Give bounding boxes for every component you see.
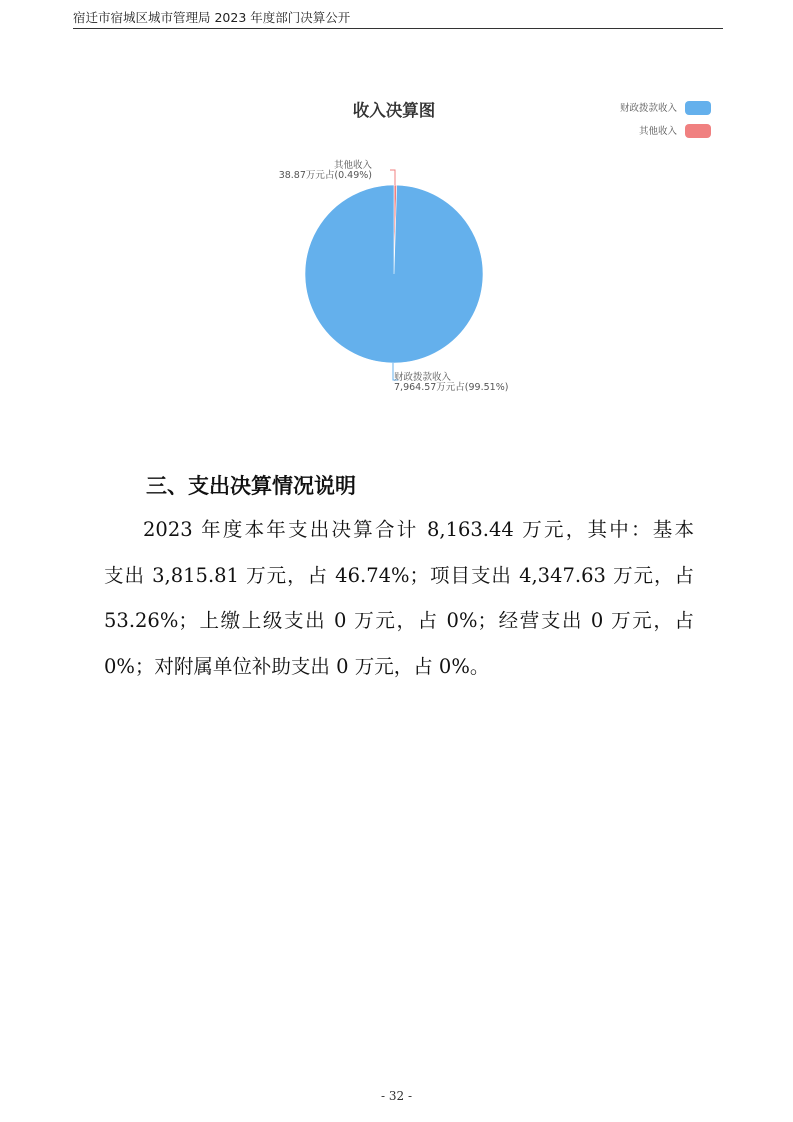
leader-line-other-income xyxy=(390,170,395,185)
slice-label-name: 财政拨款收入 xyxy=(394,372,452,383)
income-pie-chart xyxy=(260,88,720,408)
header-divider xyxy=(73,28,723,29)
paragraph-line: 2023 年度本年支出决算合计 8,163.44 万元，其中：基本 xyxy=(143,518,694,541)
pie-slice-fiscal-appropriation xyxy=(305,185,483,363)
slice-label-value: 38.87万元占(0.49%) xyxy=(278,170,372,181)
legend-label: 财政拨款收入 xyxy=(619,103,677,114)
paragraph-line: 0%；对附属单位补助支出 0 万元，占 0%。 xyxy=(104,654,490,678)
page-number: - 32 - xyxy=(380,1089,412,1103)
legend-label: 其他收入 xyxy=(638,126,677,137)
pie-slices xyxy=(305,185,483,363)
legend-swatch xyxy=(685,101,711,115)
pie-chart-canvas xyxy=(260,88,720,408)
paragraph-line: 53.26%；上缴上级支出 0 万元，占 0%；经营支出 0 万元，占 xyxy=(104,609,694,632)
chart-legend xyxy=(620,101,711,138)
chart-title: 收入决算图 xyxy=(352,101,436,120)
slice-label-name: 其他收入 xyxy=(333,160,372,171)
paragraph-line: 支出 3,815.81 万元，占 46.74%；项目支出 4,347.63 万元，占 xyxy=(104,563,694,587)
section-title: 三、支出决算情况说明 xyxy=(146,474,356,498)
expenditure-paragraph xyxy=(104,507,694,689)
slice-label-value: 7,964.57万元占(99.51%) xyxy=(394,382,509,393)
legend-swatch xyxy=(685,124,711,138)
page-header: 宿迁市宿城区城市管理局 2023 年度部门决算公开 xyxy=(73,10,351,25)
